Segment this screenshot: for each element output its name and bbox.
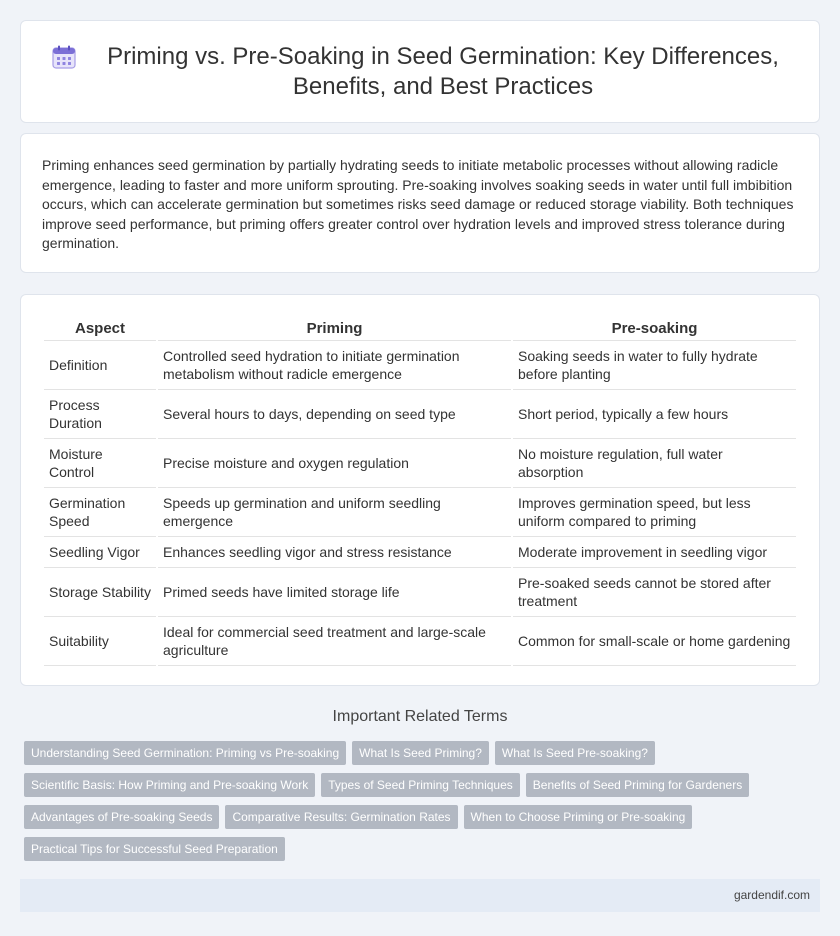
table-row — [44, 390, 796, 439]
cell-aspect: Moisture Control — [44, 439, 156, 488]
header-pre-soaking: Pre-soaking — [513, 313, 796, 341]
cell-pre-soaking: Soaking seeds in water to fully hydrate before planting — [513, 341, 796, 390]
cell-aspect: Seedling Vigor — [44, 537, 156, 568]
related-terms-tags — [24, 741, 820, 861]
cell-priming: Speeds up germination and uniform seedling emergence — [158, 488, 511, 537]
cell-pre-soaking: Pre-soaked seeds cannot be stored after treatment — [513, 568, 796, 617]
table-row — [44, 488, 796, 537]
cell-priming: Enhances seedling vigor and stress resistance — [158, 537, 511, 568]
header-card — [20, 20, 820, 123]
comparison-table — [42, 313, 798, 666]
related-tag[interactable]: What Is Seed Priming? — [352, 741, 489, 765]
cell-pre-soaking: Moderate improvement in seedling vigor — [513, 537, 796, 568]
calendar-icon — [51, 44, 77, 70]
related-tag[interactable]: Scientific Basis: How Priming and Pre-soaking Work — [24, 773, 315, 797]
cell-pre-soaking: No moisture regulation, full water absorption — [513, 439, 796, 488]
related-tag[interactable]: What Is Seed Pre-soaking? — [495, 741, 655, 765]
intro-paragraph: Priming enhances seed germination by partially hydrating seeds to initiate metabolic processes without allowing radicle emergence, leading to faster and more uniform sprouting. Pre-soaking involves soaking seeds in water until full imbibition occurs, which can accelerate germination but sometimes risks seed damage or reduced storage viability. Both techniques improve seed performance, but priming offers greater control over hydration levels and improved stress tolerance during germination. — [42, 157, 794, 252]
page-title: Priming vs. Pre-Soaking in Seed Germination: Key Differences, Benefits, and Best Practices — [107, 42, 779, 100]
table-header-row — [44, 313, 796, 341]
related-tag[interactable]: Advantages of Pre-soaking Seeds — [24, 805, 219, 829]
intro-card — [20, 133, 820, 273]
related-terms-title: Important Related Terms — [332, 708, 508, 725]
table-row — [44, 439, 796, 488]
header-priming: Priming — [158, 313, 511, 341]
cell-priming: Primed seeds have limited storage life — [158, 568, 511, 617]
cell-pre-soaking: Improves germination speed, but less uniform compared to priming — [513, 488, 796, 537]
related-tag[interactable]: Comparative Results: Germination Rates — [225, 805, 457, 829]
cell-aspect: Process Duration — [44, 390, 156, 439]
cell-aspect: Storage Stability — [44, 568, 156, 617]
related-tag[interactable]: When to Choose Priming or Pre-soaking — [464, 805, 693, 829]
cell-aspect: Suitability — [44, 617, 156, 666]
table-row — [44, 568, 796, 617]
footer-site-link[interactable]: gardendif.com — [733, 888, 810, 902]
cell-pre-soaking: Common for small-scale or home gardening — [513, 617, 796, 666]
related-tag[interactable]: Benefits of Seed Priming for Gardeners — [526, 773, 749, 797]
table-row — [44, 617, 796, 666]
cell-priming: Ideal for commercial seed treatment and large-scale agriculture — [158, 617, 511, 666]
related-tag[interactable]: Types of Seed Priming Techniques — [321, 773, 520, 797]
related-tag[interactable]: Practical Tips for Successful Seed Preparation — [24, 837, 285, 861]
cell-aspect: Germination Speed — [44, 488, 156, 537]
footer — [20, 879, 820, 912]
table-row — [44, 537, 796, 568]
cell-aspect: Definition — [44, 341, 156, 390]
related-tag[interactable]: Understanding Seed Germination: Priming vs Pre-soaking — [24, 741, 346, 765]
cell-priming: Precise moisture and oxygen regulation — [158, 439, 511, 488]
cell-priming: Several hours to days, depending on seed type — [158, 390, 511, 439]
cell-priming: Controlled seed hydration to initiate germination metabolism without radicle emergence — [158, 341, 511, 390]
table-row — [44, 341, 796, 390]
header-aspect: Aspect — [44, 313, 156, 341]
comparison-table-card — [20, 294, 820, 686]
cell-pre-soaking: Short period, typically a few hours — [513, 390, 796, 439]
